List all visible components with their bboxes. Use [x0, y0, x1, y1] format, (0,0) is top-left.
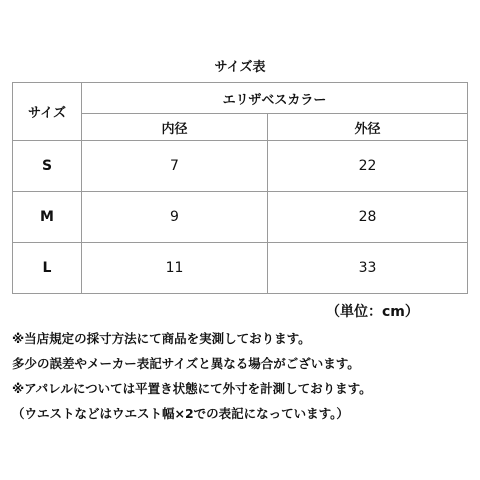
collar-group-header: エリザベスカラー	[82, 83, 468, 114]
outer-diameter-cell: 28	[268, 192, 468, 243]
size-chart-title: サイズ表	[214, 60, 266, 75]
inner-diameter-cell: 9	[82, 192, 268, 243]
outer-diameter-cell: 22	[268, 141, 468, 192]
note-line: ※アパレルについては平置き状態にて外寸を計測しております。	[12, 381, 372, 396]
table-row	[13, 141, 468, 192]
note-line: （ウエストなどはウエスト幅×2での表記になっています。）	[12, 406, 349, 421]
size-cell: M	[13, 192, 82, 243]
unit-label: （単位：cm）	[326, 304, 419, 320]
notes-block	[12, 326, 478, 426]
table-header-row	[13, 83, 468, 114]
inner-diameter-cell: 11	[82, 243, 268, 294]
note-line: ※当店規定の採寸方法にて商品を実測しております。	[12, 331, 311, 346]
inner-diameter-cell: 7	[82, 141, 268, 192]
table-subheader-row	[13, 114, 468, 141]
outer-diameter-cell: 33	[268, 243, 468, 294]
size-cell: L	[13, 243, 82, 294]
size-table	[12, 82, 468, 294]
inner-diameter-header: 内径	[82, 114, 268, 141]
note-line: 多少の誤差やメーカー表記サイズと異なる場合がございます。	[12, 356, 360, 371]
table-row	[13, 192, 468, 243]
size-column-header: サイズ	[13, 83, 82, 141]
size-cell: S	[13, 141, 82, 192]
outer-diameter-header: 外径	[268, 114, 468, 141]
table-row	[13, 243, 468, 294]
